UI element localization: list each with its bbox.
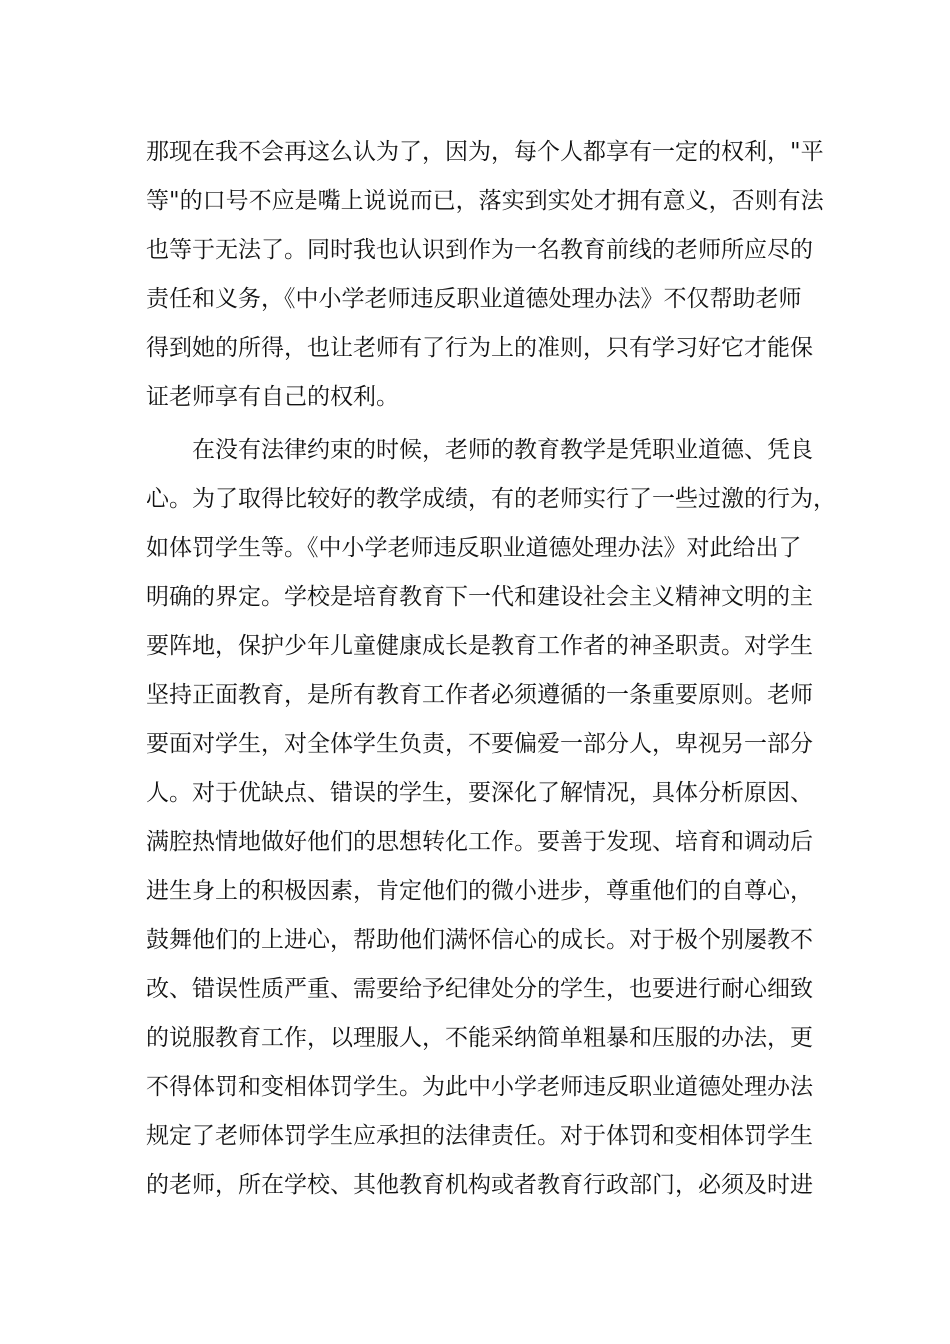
text-line: 证老师享有自己的权利。 [146, 384, 399, 410]
text-line: 的说服教育工作，以理服人，不能采纳简单粗暴和压服的办法，更 [146, 1025, 813, 1051]
text-line: 等"的口号不应是嘴上说说而已，落实到实处才拥有意义，否则有法 [146, 188, 824, 214]
text-line: 如体罚学生等。《中小学老师违反职业道德处理办法》对此给出了 [146, 535, 802, 561]
text-line: 坚持正面教育，是所有教育工作者必须遵循的一条重要原则。老师 [146, 682, 813, 708]
text-line: 得到她的所得，也让老师有了行为上的准则，只有学习好它才能保 [146, 335, 813, 361]
text-line: 人。对于优缺点、错误的学生，要深化了解情况，具体分析原因、 [146, 780, 813, 806]
text-line: 鼓舞他们的上进心，帮助他们满怀信心的成长。对于极个别屡教不 [146, 927, 813, 953]
text-line: 要面对学生，对全体学生负责，不要偏爱一部分人，卑视另一部分 [146, 731, 813, 757]
text-line: 进生身上的积极因素，肯定他们的微小进步，尊重他们的自尊心， [146, 878, 813, 904]
text-line: 规定了老师体罚学生应承担的法律责任。对于体罚和变相体罚学生 [146, 1123, 813, 1149]
text-line: 也等于无法了。同时我也认识到作为一名教育前线的老师所应尽的 [146, 237, 813, 263]
text-line: 不得体罚和变相体罚学生。为此中小学老师违反职业道德处理办法 [146, 1074, 813, 1100]
text-line: 明确的界定。学校是培育教育下一代和建设社会主义精神文明的主 [146, 584, 813, 610]
text-line: 满腔热情地做好他们的思想转化工作。要善于发现、培育和调动后 [146, 829, 813, 855]
text-line: 的老师，所在学校、其他教育机构或者教育行政部门，必须及时进 [146, 1172, 813, 1198]
paragraph-first-line: 在没有法律约束的时候，老师的教育教学是凭职业道德、凭良 [192, 437, 813, 463]
text-line: 那现在我不会再这么认为了，因为，每个人都享有一定的权利，"平 [146, 139, 824, 165]
text-line: 心。为了取得比较好的教学成绩，有的老师实行了一些过激的行为， [146, 486, 836, 512]
text-line: 改、错误性质严重、需要给予纪律处分的学生，也要进行耐心细致 [146, 976, 813, 1002]
text-line: 要阵地，保护少年儿童健康成长是教育工作者的神圣职责。对学生 [146, 633, 813, 659]
text-line: 责任和义务，《中小学老师违反职业道德处理办法》不仅帮助老师 [146, 286, 802, 312]
